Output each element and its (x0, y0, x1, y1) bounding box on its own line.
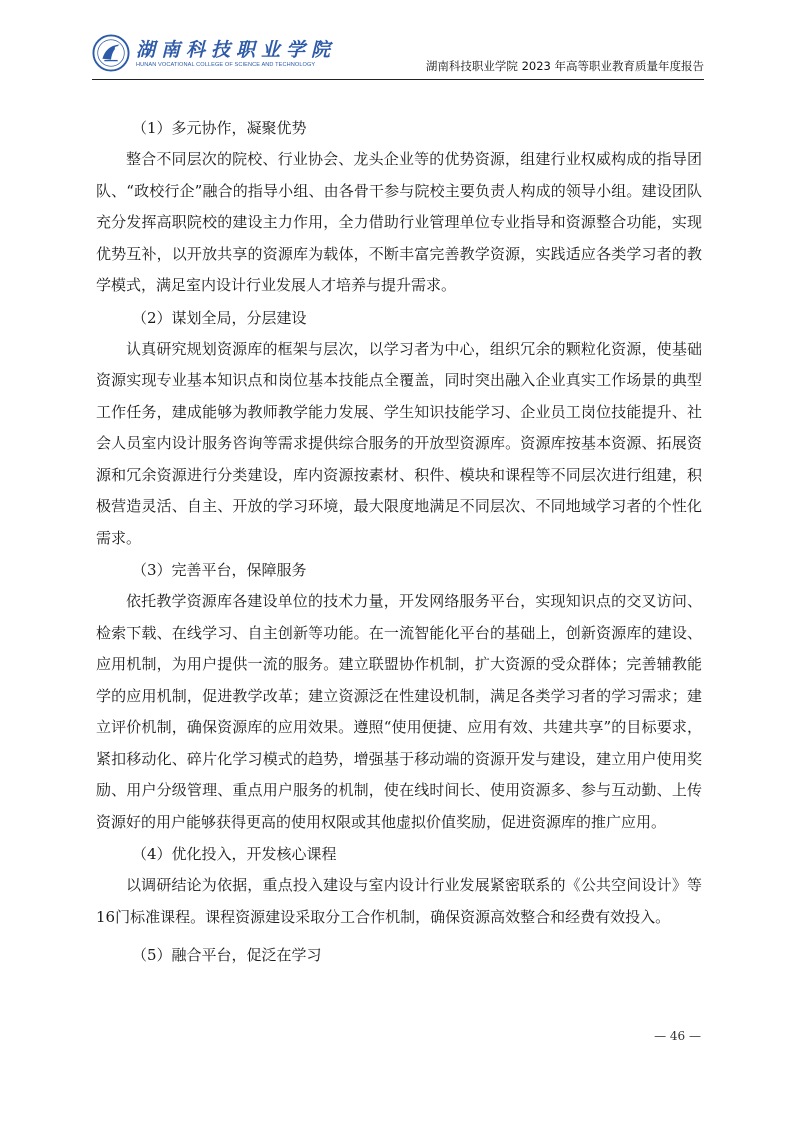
section-heading: （2）谋划全局，分层建设 (132, 308, 307, 327)
section-paragraph: 以调研结论为依据，重点投入建设与室内设计行业发展紧密联系的《公共空间设计》等16门标准课程。课程资源建设采取分工合作机制，确保资源高效整合和经费有效投入。 (96, 876, 702, 926)
page-header (92, 34, 704, 78)
section-paragraph: 整合不同层次的院校、行业协会、龙头企业等的优势资源，组建行业权威构成的指导团队、“政校行企”融合的指导小组、由各骨干参与院校主要负责人构成的领导小组。建设团队充分发挥高职院校的建设主力作用，全力借助行业管理单位专业指导和资源整合功能，实现优势互补，以开放共享的资源库为载体，不断丰富完善教学资源，实践适应各类学习者的教学模式，满足室内设计行业发展人才培养与提升需求。 (96, 150, 702, 294)
page-number: — 46 — (654, 1029, 701, 1043)
logo-chinese-name: 湖南科技职业学院 (136, 38, 337, 61)
section-paragraph: 认真研究规划资源库的框架与层次，以学习者为中心，组织冗余的颗粒化资源，使基础资源实现专业基本知识点和岗位基本技能点全覆盖，同时突出融入企业真实工作场景的典型工作任务，建成能够为教师教学能力发展、学生知识技能学习、企业员工岗位技能提升、社会人员室内设计服务咨询等需求提供综合服务的开放型资源库。资源库按基本资源、拓展资源和冗余资源进行分类建设，库内资源按素材、积件、模块和课程等不同层次进行组建，积极营造灵活、自主、开放的学习环境，最大限度地满足不同层次、不同地域学习者的个性化需求。 (96, 339, 702, 547)
section-heading: （1）多元协作，凝聚优势 (132, 119, 307, 137)
section-heading: （3）完善平台，保障服务 (132, 561, 307, 579)
section-heading: （4）优化投入，开发核心课程 (132, 845, 337, 863)
section-paragraph: 依托教学资源库各建设单位的技术力量，开发网络服务平台，实现知识点的交叉访问、检索下载、在线学习、自主创新等功能。在一流智能化平台的基础上，创新资源库的建设、应用机制，为用户提供一流的服务。建立联盟协作机制，扩大资源的受众群体；完善辅教能学的应用机制，促进教学改革；建立资源泛在性建设机制，满足各类学习者的学习需求；建立评价机制，确保资源库的应用效果。遵照“使用便捷、应用有效、共建共享”的目标要求，紧扣移动化、碎片化学习模式的趋势，增强基于移动端的资源开发与建设，建立用户使用奖励、用户分级管理、重点用户服务的机制，使在线时间长、使用资源多、参与互动勤、上传资源好的用户能够获得更高的使用权限或其他虚拟价值奖励，促进资源库的推广应用。 (96, 592, 702, 831)
header-divider (92, 79, 704, 80)
college-logo (92, 34, 336, 72)
section-heading: （5）融合平台，促泛在学习 (132, 946, 322, 964)
page-body (96, 112, 702, 971)
section-2 (96, 302, 702, 555)
logo-english-name: HUNAN VOCATIONAL COLLEGE OF SCIENCE AND TECHNOLOGY (136, 61, 316, 68)
section-5 (96, 939, 702, 971)
section-1 (96, 112, 702, 302)
section-4 (96, 838, 702, 933)
report-title: 湖南科技职业学院 2023 年高等职业教育质量年度报告 (425, 59, 704, 73)
college-seal-icon (92, 34, 130, 72)
section-3 (96, 554, 702, 838)
